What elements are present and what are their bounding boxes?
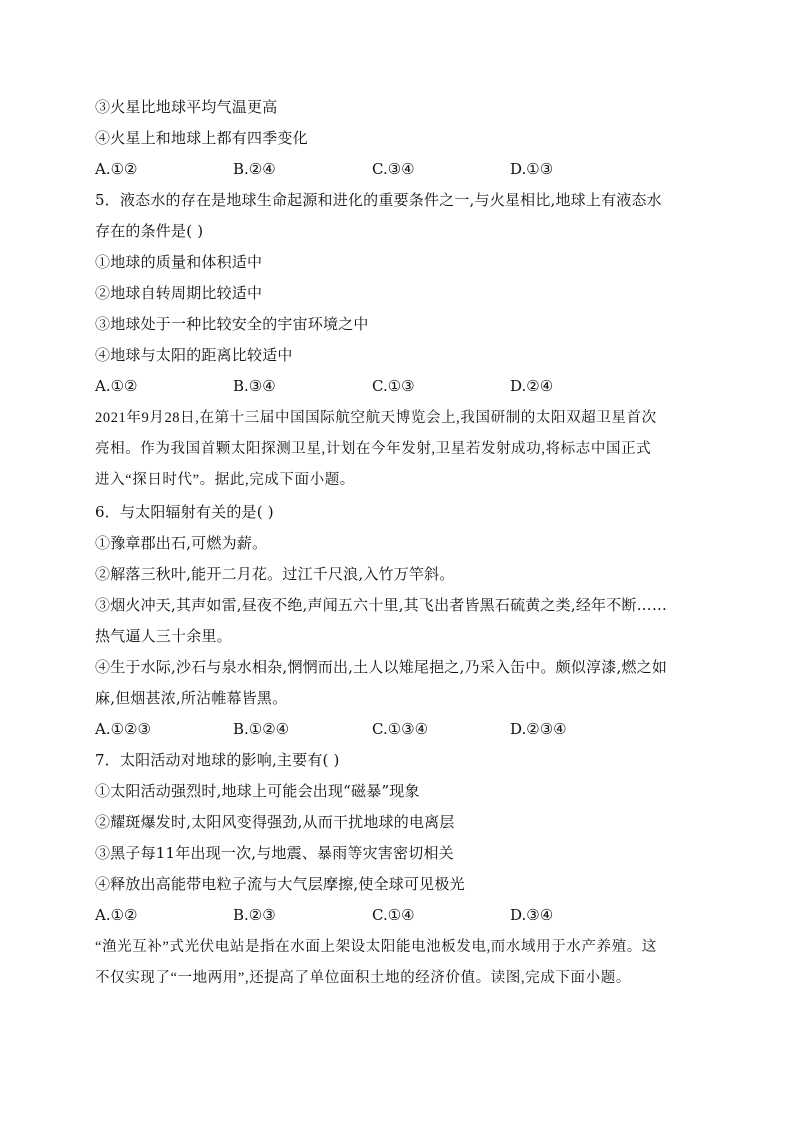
q7-statement-2: ②耀斑爆发时,太阳风变得强劲,从而干扰地球的电离层	[95, 813, 455, 831]
q7-options	[95, 905, 695, 925]
q7-option-a: A.①②	[95, 906, 138, 924]
q4-option-c: C.③④	[372, 160, 415, 178]
q6-statement-3-line-2: 热气逼人三十余里。	[95, 627, 232, 645]
q7-statement-3: ③黑子每11年出现一次,与地震、暴雨等灾害密切相关	[95, 844, 454, 862]
q7-stem: 7．太阳活动对地球的影响,主要有( )	[95, 751, 340, 769]
q7-statement-1: ①太阳活动强烈时,地球上可能会出现“磁暴”现象	[95, 782, 420, 800]
q4-options	[95, 159, 695, 179]
passage-2-line-2: 不仅实现了“一地两用”,还提高了单位面积土地的经济价值。读图,完成下面小题。	[95, 970, 631, 986]
q5-option-d: D.②④	[510, 377, 554, 395]
q6-option-b: B.①②④	[233, 720, 290, 738]
passage-1-line-3: 进入“探日时代”。据此,完成下面小题。	[95, 472, 355, 488]
q6-statement-2: ②解落三秋叶,能开二月花。过江千尺浪,入竹万竿斜。	[95, 565, 455, 583]
q5-statement-3: ③地球处于一种比较安全的宇宙环境之中	[95, 315, 369, 333]
q4-statement-3: ③火星比地球平均气温更高	[95, 98, 278, 116]
q4-option-a: A.①②	[95, 160, 138, 178]
q6-option-d: D.②③④	[510, 720, 567, 738]
q5-stem-line-2: 存在的条件是( )	[95, 222, 204, 240]
q7-option-b: B.②③	[233, 906, 276, 924]
q7-statement-4: ④释放出高能带电粒子流与大气层摩擦,使全球可见极光	[95, 875, 465, 893]
q5-option-a: A.①②	[95, 377, 138, 395]
q5-statement-1: ①地球的质量和体积适中	[95, 253, 263, 271]
q6-statement-3-line-1: ③烟火冲天,其声如雷,昼夜不绝,声闻五六十里,其飞出者皆黑石硫黄之类,经年不断……	[95, 596, 668, 614]
q6-statement-4-line-1: ④生于水际,沙石与泉水相杂,惘惘而出,土人以雉尾挹之,乃采入缶中。颇似淳漆,燃之如	[95, 658, 668, 676]
q6-option-a: A.①②③	[95, 720, 151, 738]
q7-option-c: C.①④	[372, 906, 415, 924]
q6-options	[95, 719, 695, 739]
q4-option-d: D.①③	[510, 160, 554, 178]
q5-option-c: C.①③	[372, 377, 415, 395]
q4-statement-4: ④火星上和地球上都有四季变化	[95, 129, 308, 147]
q4-option-b: B.②④	[233, 160, 276, 178]
q5-statement-2: ②地球自转周期比较适中	[95, 284, 263, 302]
q5-stem-line-1: 5．液态水的存在是地球生命起源和进化的重要条件之一,与火星相比,地球上有液态水	[95, 191, 662, 209]
passage-1-line-1: 2021年9月28日,在第十三届中国国际航空航天博览会上,我国研制的太阳双超卫星首次	[95, 410, 657, 426]
q6-statement-4-line-2: 麻,但烟甚浓,所沾帷幕皆黑。	[95, 689, 288, 707]
q6-option-c: C.①③④	[372, 720, 429, 738]
q5-option-b: B.③④	[233, 377, 276, 395]
q7-option-d: D.③④	[510, 906, 554, 924]
q6-statement-1: ①豫章郡出石,可燃为薪。	[95, 534, 268, 552]
q5-options	[95, 376, 695, 396]
q6-stem: 6．与太阳辐射有关的是( )	[95, 503, 274, 521]
passage-2-line-1: “渔光互补”式光伏电站是指在水面上架设太阳能电池板发电,而水域用于水产养殖。这	[95, 939, 657, 955]
passage-1-line-2: 亮相。作为我国首颗太阳探测卫星,计划在今年发射,卫星若发射成功,将标志中国正式	[95, 441, 652, 457]
q5-statement-4: ④地球与太阳的距离比较适中	[95, 346, 293, 364]
